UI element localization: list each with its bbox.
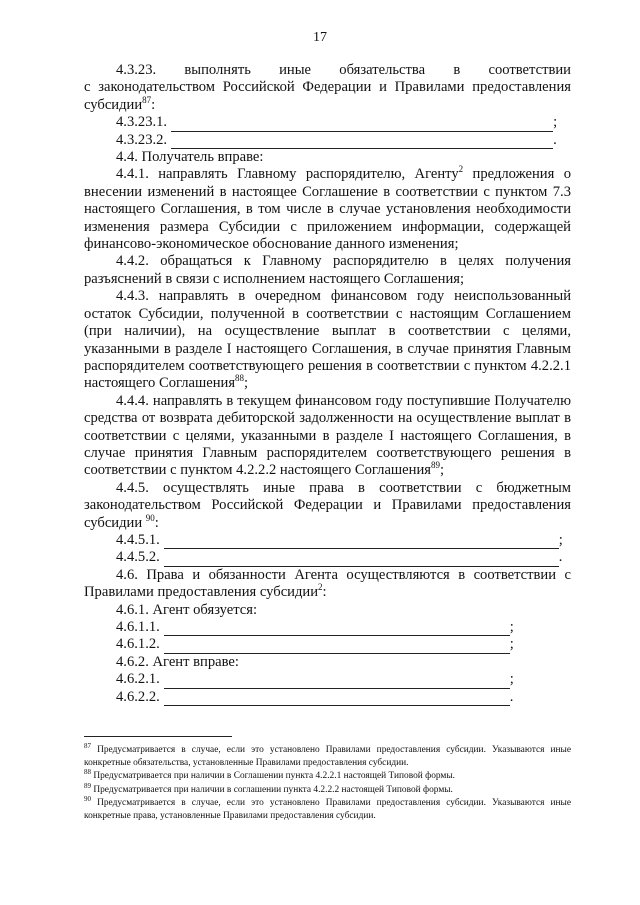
- item-end: .: [553, 131, 557, 148]
- fill-in-line: [171, 119, 553, 132]
- clause-4-4-3: 4.4.3. направлять в очередном финансовом году неиспользованный остаток Субсидии, полученной в соответствии с настоящим Соглашением (при наличии), на осуществление выплат в соответствии с целями, указанными в разделе I настоящего Соглашения, в случае принятия Главным распорядителем соответствующего решения в соответствии с пунктом 4.2.2.1 настоящего Соглашения$^{88}$;: [84, 288, 571, 392]
- clause-word: обязательства: [339, 62, 426, 78]
- footnote-ref: 87: [142, 94, 152, 105]
- blank-item: [84, 532, 571, 549]
- page-number: 17: [313, 30, 327, 45]
- clause-4-4-5: 4.4.5. осуществлять иные права в соответствии с бюджетным законодательством Российской Федерации и Правилами предоставления субсидии $^{90}$:: [84, 479, 571, 531]
- footnote: $^{87}$ Предусматривается в случае, если это установлено Правилами предоставления субсидии. Указываются иные конкретные обязательства, установленные Правилами предоставления субсидии.: [84, 741, 571, 768]
- blank-item: [84, 671, 571, 688]
- clause-4-4-heading: 4.4. Получатель вправе:: [116, 149, 264, 166]
- footnote-ref: 2: [318, 582, 323, 593]
- footnote: $^{88}$ Предусматривается при наличии в Соглашении пункта 4.2.2.1 настоящей Типовой формы.: [84, 768, 455, 782]
- clause-word: соответствии: [488, 62, 571, 78]
- item-label: 4.6.1.2.: [116, 636, 160, 653]
- footnote-ref: 88: [235, 373, 245, 384]
- item-label: 4.6.1.1.: [116, 619, 160, 635]
- footnote-separator: [84, 736, 232, 737]
- fill-in-line: [164, 676, 510, 689]
- clause-4-3-23-line3: субсидии$^{87}$:: [84, 94, 156, 113]
- clause-4-3-23-line2: с законодательством Российской Федерации и Правилами предоставления: [84, 79, 571, 96]
- footnote: $^{89}$ Предусматривается при наличии в соглашении пункта 4.2.2.2 настоящей Типовой формы.: [84, 781, 453, 795]
- item-end: ;: [558, 531, 563, 548]
- item-end: ;: [509, 636, 514, 653]
- blank-item: [84, 636, 571, 653]
- item-label: 4.6.2.1.: [116, 671, 160, 688]
- clause-number: 4.3.23.: [116, 62, 157, 78]
- clause-word: в: [453, 62, 461, 78]
- clause-4-4-2: 4.4.2. обращаться к Главному распорядителю в целях получения разъяснений в связи с исполнением настоящего Соглашения;: [84, 253, 571, 287]
- footnote-number: 89: [84, 781, 91, 790]
- blank-item: [84, 132, 571, 149]
- blank-item: [84, 619, 571, 636]
- footnote-ref: 2: [458, 164, 464, 175]
- footnote: $^{90}$ Предусматривается в случае, если это установлено Правилами предоставления субсидии. Указываются иные конкретные права, установленные Правилами предоставления субсидии.: [84, 795, 571, 821]
- clause-4-3-23-line1: [84, 62, 571, 79]
- item-label: 4.4.5.2.: [116, 549, 160, 566]
- footnote-number: 90: [84, 795, 91, 804]
- clause-4-4-4: 4.4.4. направлять в текущем финансовом году поступившие Получателю средства от возврата дебиторской задолженности на осуществление выплат в соответствии с целями, указанными в разделе I настоящего Соглашения, в случае принятия Главным распорядителем соответствующего решения в соответствии с пунктом 4.2.2.2 настоящего Соглашения$^{89}$;: [84, 392, 571, 479]
- blank-item: [84, 549, 571, 566]
- fill-in-line: [164, 623, 510, 636]
- item-end: ;: [509, 619, 514, 635]
- item-label: 4.4.5.1.: [116, 531, 160, 548]
- clause-4-6: 4.6. Права и обязанности Агента осуществляются в соответствии с Правилами предоставления субсидии$^2$:: [84, 566, 571, 601]
- footnote-ref: 90: [145, 512, 155, 523]
- item-label: 4.6.2.2.: [116, 688, 160, 705]
- item-label: 4.3.23.1.: [116, 114, 168, 131]
- footnote-number: 87: [84, 741, 91, 750]
- blank-item: [84, 114, 571, 131]
- footnote-number: 88: [84, 768, 91, 777]
- footnote-ref: 89: [430, 460, 440, 471]
- item-end: .: [558, 549, 563, 566]
- clause-text: субсидии: [84, 96, 143, 113]
- clause-word: иные: [279, 62, 312, 78]
- fill-in-line: [164, 641, 510, 654]
- fill-in-line: [164, 693, 510, 706]
- clause-4-4-1: 4.4.1. направлять Главному распорядителю, Агенту$^2$ предложения о внесении изменений в настоящее Соглашение в соответствии с пунктом 7.3 настоящего Соглашения, в том числе в случае установления необходимости изменения размера Субсидии с приложением информации, содержащей финансово-экономическое обоснование данного изменения;: [84, 164, 571, 253]
- item-end: .: [509, 688, 514, 705]
- item-end: ;: [553, 114, 558, 131]
- fill-in-line: [164, 536, 559, 549]
- clause-word: выполнять: [184, 62, 251, 78]
- item-end: ;: [509, 671, 514, 688]
- clause-4-6-2-heading: 4.6.2. Агент вправе:: [116, 653, 239, 670]
- footnotes: [84, 741, 571, 824]
- fill-in-line: [171, 136, 553, 149]
- document-body: [84, 62, 571, 706]
- fill-in-line: [164, 554, 559, 567]
- blank-item: [84, 689, 571, 706]
- item-label: 4.3.23.2.: [116, 131, 168, 148]
- clause-4-6-1-heading: 4.6.1. Агент обязуется:: [116, 601, 258, 618]
